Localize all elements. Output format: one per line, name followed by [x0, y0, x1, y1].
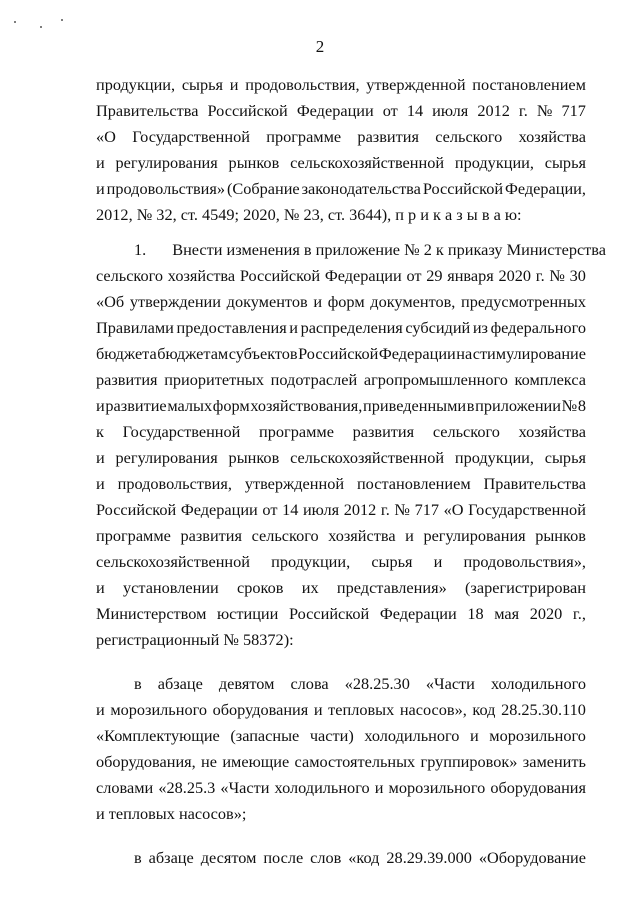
text-line: сельского хозяйства Российской Федерации от 29 января 2020 г. № 30 [96, 266, 586, 285]
text-line: и регулирования рынков сельскохозяйственной продукции, сырья [96, 448, 586, 467]
paragraph [96, 845, 586, 871]
text-line: бюджета бюджетам субъектов Российской Федерации на стимулирование [96, 344, 586, 363]
text-line: словами «28.25.3 «Части холодильного и морозильного оборудования [96, 778, 586, 797]
text-line: «Об утверждении документов и форм документов, предусмотренных [96, 292, 586, 311]
text-line: программе развития сельского хозяйства и регулирования рынков [96, 526, 586, 545]
text-line: оборудования, не имеющие самостоятельных группировок» заменить [96, 752, 586, 771]
text-line: 2012, № 32, ст. 4549; 2020, № 23, ст. 3644), п р и к а з ы в а ю: [96, 205, 522, 224]
text-line: продукции, сырья и продовольствия, утвержденной постановлением [96, 75, 586, 94]
text-line: и морозильного оборудования и тепловых насосов», код 28.25.30.110 [96, 700, 586, 719]
text-line: в абзаце десятом после слов «код 28.29.39.000 «Оборудование [134, 848, 586, 867]
paragraph [96, 237, 607, 653]
text-line: Министерством юстиции Российской Федерации 18 мая 2020 г., [96, 604, 586, 623]
document-body [96, 72, 607, 871]
text-line: регистрационный № 58372): [96, 630, 294, 649]
text-line: Правилами предоставления и распределения субсидий из федерального [96, 318, 586, 337]
scan-speck [61, 19, 63, 21]
text-line: в абзаце девятом слова «28.25.30 «Части холодильного [134, 674, 586, 693]
text-line: «О Государственной программе развития сельского хозяйства [96, 127, 586, 146]
scan-speck [14, 21, 16, 23]
text-line: и установлении сроков их представления» (зарегистрирован [96, 578, 586, 597]
text-line: к Государственной программе развития сельского хозяйства [96, 422, 586, 441]
text-line: «Комплектующие (запасные части) холодильного и морозильного [96, 726, 586, 745]
paragraph [96, 72, 586, 228]
text-line-content: Внести изменения в приложение № 2 к приказу Министерства [172, 240, 607, 259]
text-line: и регулирования рынков сельскохозяйственной продукции, сырья [96, 153, 586, 172]
text-line: развития приоритетных подотраслей агропромышленного комплекса [96, 370, 586, 389]
paragraph [96, 671, 586, 827]
scan-speck [40, 26, 42, 28]
text-line: сельскохозяйственной продукции, сырья и продовольствия», [96, 552, 586, 571]
text-line: и продовольствия, утвержденной постановлением Правительства [96, 474, 586, 493]
text-line: Правительства Российской Федерации от 14 июля 2012 г. № 717 [96, 101, 586, 120]
page-number: 2 [315, 37, 325, 56]
text-line: и тепловых насосов»; [96, 804, 247, 823]
text-line: и продовольствия» (Собрание законодательства Российской Федерации, [96, 179, 586, 198]
text-line [96, 237, 607, 263]
text-line: и развитие малых форм хозяйствования, приведенными в приложении № 8 [96, 396, 586, 415]
text-line: Российской Федерации от 14 июля 2012 г. № 717 «О Государственной [96, 500, 586, 519]
list-item-number: 1. [134, 240, 147, 259]
